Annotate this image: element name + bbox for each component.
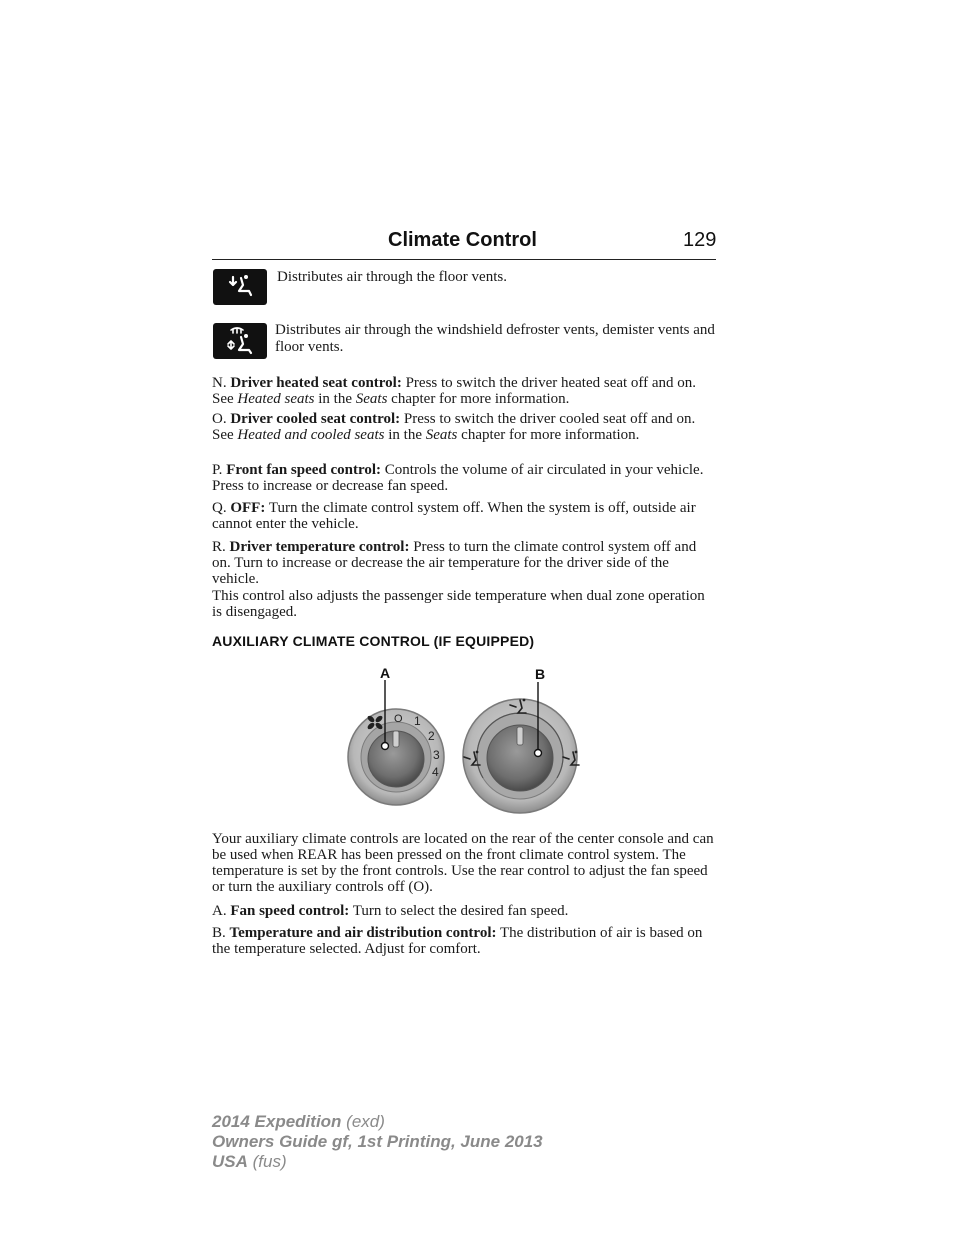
item-text: Press to switch the driver heated seat off and on. See bbox=[212, 375, 697, 407]
footer-model: 2014 Expedition bbox=[212, 1112, 342, 1131]
cross-reference: Heated seats bbox=[237, 391, 315, 407]
page-number: 129 bbox=[683, 229, 717, 251]
item-text: in the bbox=[314, 391, 356, 407]
aux-intro: Your auxiliary climate controls are located on the rear of the center console and can be used when REAR has been pressed on the front climate control system. The temperature is set by the front controls. Use the rear control to adjust the fan speed or turn the auxiliary controls off (O). bbox=[212, 831, 714, 895]
item-letter: R. bbox=[212, 539, 226, 555]
footer-line-3 bbox=[212, 1152, 543, 1172]
aux-control-figure bbox=[340, 660, 590, 820]
item-text: Turn the climate control system off. When the system is off, outside air cannot enter the vehicle. bbox=[212, 500, 696, 532]
aux-item-a bbox=[212, 903, 716, 919]
icon-row-text: Distributes air through the windshield defroster vents, demister vents and floor vents. bbox=[275, 322, 715, 355]
footer-line-1 bbox=[212, 1112, 543, 1132]
item-q bbox=[212, 500, 716, 532]
item-label: Fan speed control: bbox=[230, 903, 350, 919]
item-text: chapter for more information. bbox=[387, 391, 570, 407]
fan-scale-3: 3 bbox=[433, 748, 440, 762]
page-title: Climate Control bbox=[388, 229, 537, 251]
item-letter: Q. bbox=[212, 500, 227, 516]
item-r bbox=[212, 539, 716, 587]
fan-scale-4: 4 bbox=[432, 765, 439, 779]
cross-reference: Heated and cooled seats bbox=[237, 427, 385, 443]
item-text: Press to switch the driver cooled seat off and on. See bbox=[212, 411, 696, 443]
header-divider bbox=[212, 259, 716, 260]
chapter-reference: Seats bbox=[355, 391, 388, 407]
item-text: Press to turn the climate control system off and on. Turn to increase or decrease the air temperature for the driver side of the vehicle. bbox=[212, 539, 697, 587]
item-text: Turn to select the desired fan speed. bbox=[349, 903, 569, 919]
callout-dot-b bbox=[535, 750, 542, 757]
callout-label-b: B bbox=[535, 666, 546, 682]
item-label: Temperature and air distribution control: bbox=[229, 925, 497, 941]
item-label: Front fan speed control: bbox=[226, 462, 382, 478]
aux-item-b bbox=[212, 925, 716, 957]
chapter-reference: Seats bbox=[425, 427, 458, 443]
item-r-note: This control also adjusts the passenger side temperature when dual zone operation is disengaged. bbox=[212, 588, 705, 620]
item-text: in the bbox=[384, 427, 426, 443]
item-o bbox=[212, 411, 716, 443]
section-heading: AUXILIARY CLIMATE CONTROL (IF EQUIPPED) bbox=[212, 633, 535, 649]
item-label: Driver temperature control: bbox=[229, 539, 410, 555]
floor-vent-icon bbox=[213, 269, 267, 305]
item-label: Driver heated seat control: bbox=[230, 375, 402, 391]
callout-dot-a bbox=[382, 743, 389, 750]
fan-scale-1: 1 bbox=[414, 714, 421, 728]
footer-market-code: (fus) bbox=[247, 1152, 287, 1171]
item-label: OFF: bbox=[230, 500, 266, 516]
temperature-knob bbox=[463, 699, 577, 813]
item-p bbox=[212, 462, 716, 494]
defrost-floor-icon bbox=[213, 323, 267, 359]
item-label: Driver cooled seat control: bbox=[230, 411, 401, 427]
footer-model-code: (exd) bbox=[341, 1112, 385, 1131]
footer-line-2 bbox=[212, 1132, 543, 1152]
item-letter: B. bbox=[212, 925, 226, 941]
item-letter: N. bbox=[212, 375, 227, 391]
item-letter: A. bbox=[212, 903, 227, 919]
item-text: chapter for more information. bbox=[457, 427, 640, 443]
footer-printing: Owners Guide gf, 1st Printing, June 2013 bbox=[212, 1132, 543, 1151]
fan-scale-off: O bbox=[394, 713, 403, 725]
footer-market: USA bbox=[212, 1152, 248, 1171]
footer bbox=[212, 1112, 543, 1172]
fan-scale-2: 2 bbox=[428, 729, 435, 743]
item-text: The distribution of air is based on the temperature selected. Adjust for comfort. bbox=[212, 925, 703, 957]
item-text: Controls the volume of air circulated in your vehicle. Press to increase or decrease fan speed. bbox=[212, 462, 704, 494]
item-letter: P. bbox=[212, 462, 223, 478]
callout-label-a: A bbox=[380, 665, 391, 681]
item-letter: O. bbox=[212, 411, 227, 427]
item-n bbox=[212, 375, 716, 407]
icon-row-text: Distributes air through the floor vents. bbox=[277, 269, 507, 285]
